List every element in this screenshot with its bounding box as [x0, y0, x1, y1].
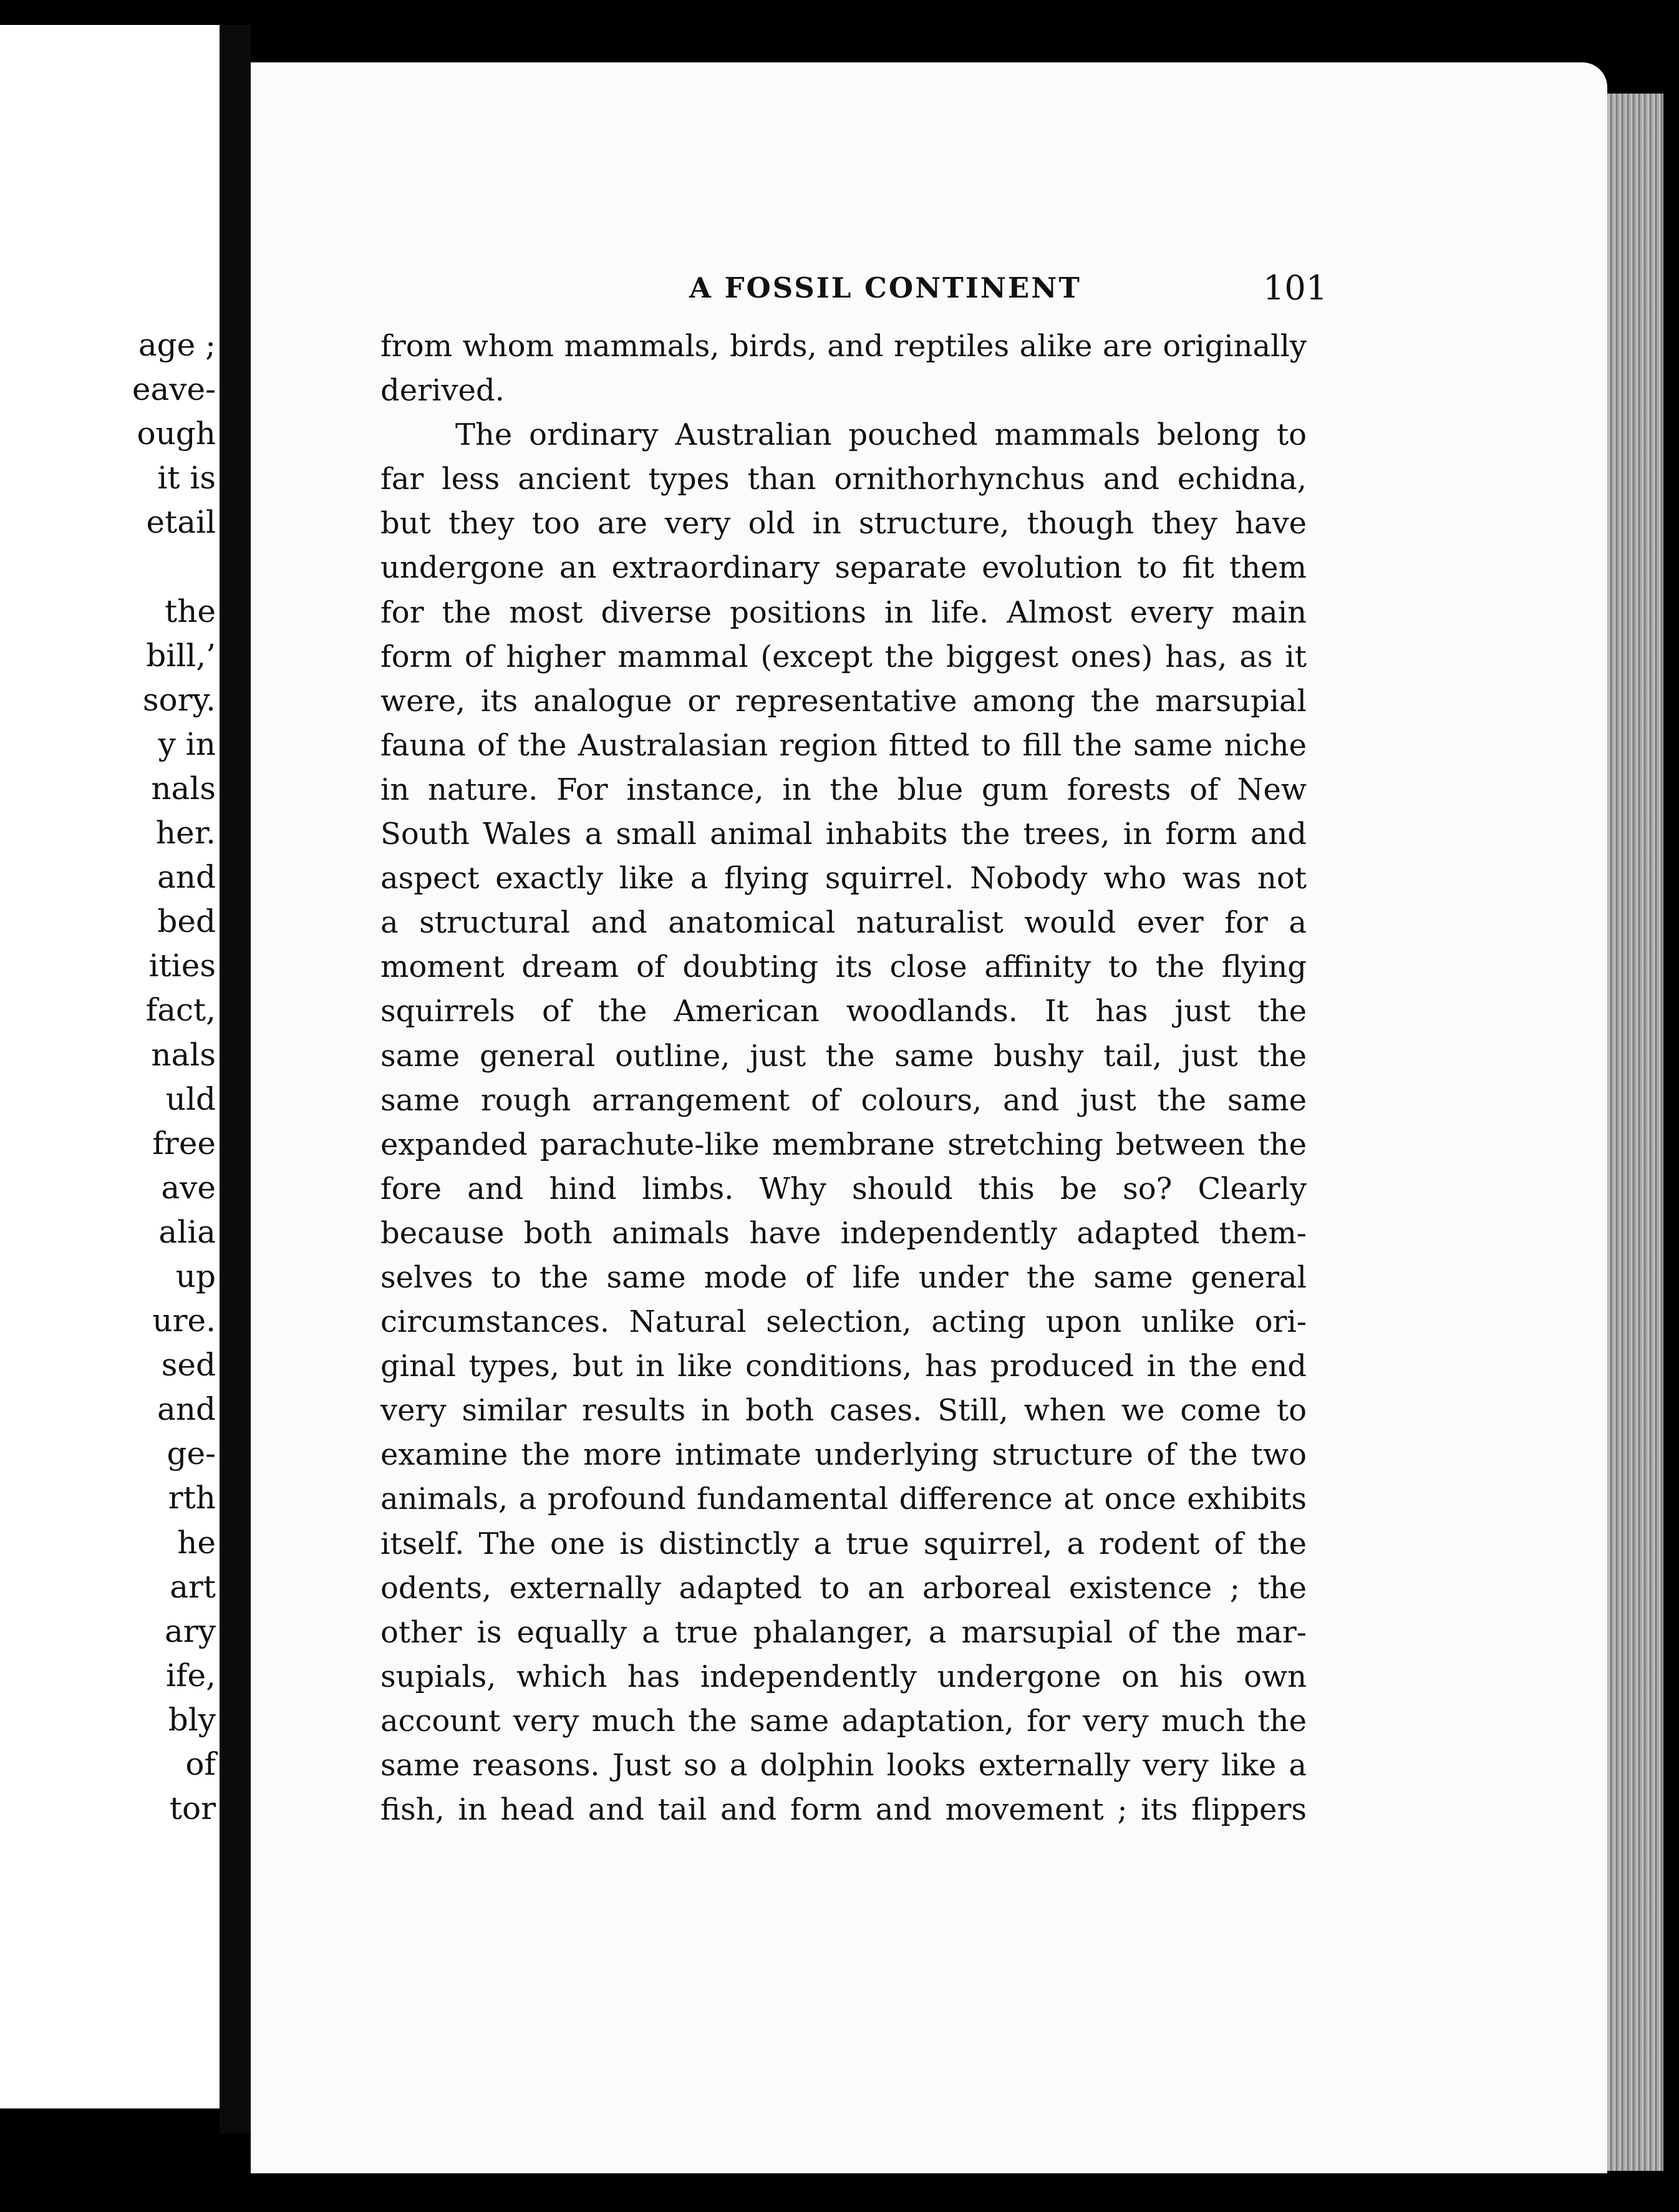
- text-line: but they too are very old in structure, though they have: [380, 506, 1307, 541]
- running-title: A FOSSIL CONTINENT: [689, 271, 1081, 304]
- text-line: same general outline, just the same bushy tail, just the: [380, 1038, 1307, 1074]
- text-line: circumstances. Natural selection, acting upon unlike ori-: [380, 1304, 1307, 1340]
- text-line: supials, which has independently undergone on his own: [380, 1659, 1307, 1694]
- text-line: far less ancient types than ornithorhynchus and echidna,: [380, 462, 1307, 497]
- left-line: bly: [168, 1701, 216, 1738]
- text-line: itself. The one is distinctly a true squirrel, a rodent of the: [380, 1526, 1307, 1561]
- left-line: bill,’: [146, 637, 216, 674]
- text-line: from whom mammals, birds, and reptiles alike are originally: [380, 329, 1307, 364]
- left-line: ough: [137, 415, 216, 452]
- text-line: aspect exactly like a flying squirrel. Nobody who was not: [380, 861, 1307, 896]
- left-line: ary: [165, 1613, 216, 1649]
- left-page-text: [4, 323, 216, 1831]
- text-line: account very much the same adaptation, for very much the: [380, 1703, 1307, 1739]
- left-line: eave-: [132, 371, 216, 408]
- left-line: of: [185, 1746, 216, 1782]
- left-line: ife,: [166, 1657, 216, 1694]
- left-line: the: [165, 593, 216, 629]
- left-line: alia: [158, 1213, 216, 1250]
- left-line: he: [177, 1524, 216, 1561]
- text-line: ginal types, but in like conditions, has produced in the end: [380, 1349, 1307, 1384]
- left-line: art: [170, 1568, 216, 1605]
- left-line: fact,: [145, 992, 216, 1029]
- left-line: uld: [165, 1080, 216, 1117]
- text-line: fauna of the Australasian region fitted to fill the same niche: [380, 727, 1307, 763]
- text-line: selves to the same mode of life under the same general: [380, 1259, 1307, 1295]
- left-line: free: [152, 1125, 216, 1162]
- left-line: her.: [155, 815, 216, 851]
- book-gutter: [220, 25, 251, 2133]
- left-line: and: [157, 859, 216, 896]
- page-edges: [1607, 94, 1663, 2171]
- text-line: same reasons. Just so a dolphin looks externally very like a: [380, 1748, 1307, 1783]
- left-line: sory.: [142, 681, 216, 718]
- text-line: moment dream of doubting its close affinity to the flying: [380, 949, 1307, 985]
- text-line: undergone an extraordinary separate evolution to fit them: [380, 550, 1307, 586]
- left-line: up: [175, 1258, 216, 1294]
- text-line: were, its analogue or representative among the marsupial: [380, 683, 1307, 719]
- left-line: y in: [158, 725, 216, 762]
- left-line: ge-: [167, 1435, 216, 1472]
- text-line: fish, in head and tail and form and movement ; its flippers: [380, 1792, 1307, 1828]
- left-line: [4, 545, 216, 589]
- text-line: examine the more intimate underlying structure of the two: [380, 1437, 1307, 1473]
- left-line: ities: [148, 948, 216, 984]
- text-line: a structural and anatomical naturalist would ever for a: [380, 905, 1307, 941]
- text-line: very similar results in both cases. Still, when we come to: [380, 1393, 1307, 1429]
- text-line: in nature. For instance, in the blue gum forests of New: [380, 772, 1307, 807]
- text-line: other is equally a true phalanger, a marsupial of the mar-: [380, 1614, 1307, 1650]
- left-line: rth: [168, 1480, 216, 1516]
- text-line: derived.: [380, 373, 505, 409]
- text-line: form of higher mammal (except the biggest ones) has, as it: [380, 639, 1307, 674]
- text-line: South Wales a small animal inhabits the trees, in form and: [380, 817, 1307, 852]
- text-line: animals, a profound fundamental difference at once exhibits: [380, 1482, 1307, 1517]
- left-line: bed: [157, 903, 216, 940]
- left-line: ave: [161, 1169, 216, 1206]
- text-line: expanded parachute-like membrane stretching between the: [380, 1127, 1307, 1162]
- left-line: tor: [169, 1790, 216, 1827]
- text-line: odents, externally adapted to an arboreal existence ; the: [380, 1570, 1307, 1606]
- left-line: sed: [161, 1347, 216, 1384]
- page-number: 101: [1263, 268, 1328, 308]
- body-text: [380, 324, 1307, 1832]
- left-line: nals: [151, 1036, 216, 1073]
- text-line: fore and hind limbs. Why should this be so? Clearly: [380, 1171, 1307, 1206]
- left-facing-page: [0, 25, 221, 2108]
- left-line: and: [157, 1391, 216, 1428]
- text-line: because both animals have independently adapted them-: [380, 1215, 1307, 1251]
- text-line: same rough arrangement of colours, and just the same: [380, 1082, 1307, 1118]
- text-line: The ordinary Australian pouched mammals belong to: [455, 417, 1307, 453]
- left-line: ure.: [152, 1302, 216, 1339]
- left-line: etail: [146, 504, 216, 541]
- left-line: age ;: [138, 327, 216, 363]
- text-line: squirrels of the American woodlands. It has just the: [380, 994, 1307, 1029]
- left-line: it is: [157, 460, 216, 497]
- text-line: for the most diverse positions in life. Almost every main: [380, 594, 1307, 630]
- left-line: nals: [151, 770, 216, 807]
